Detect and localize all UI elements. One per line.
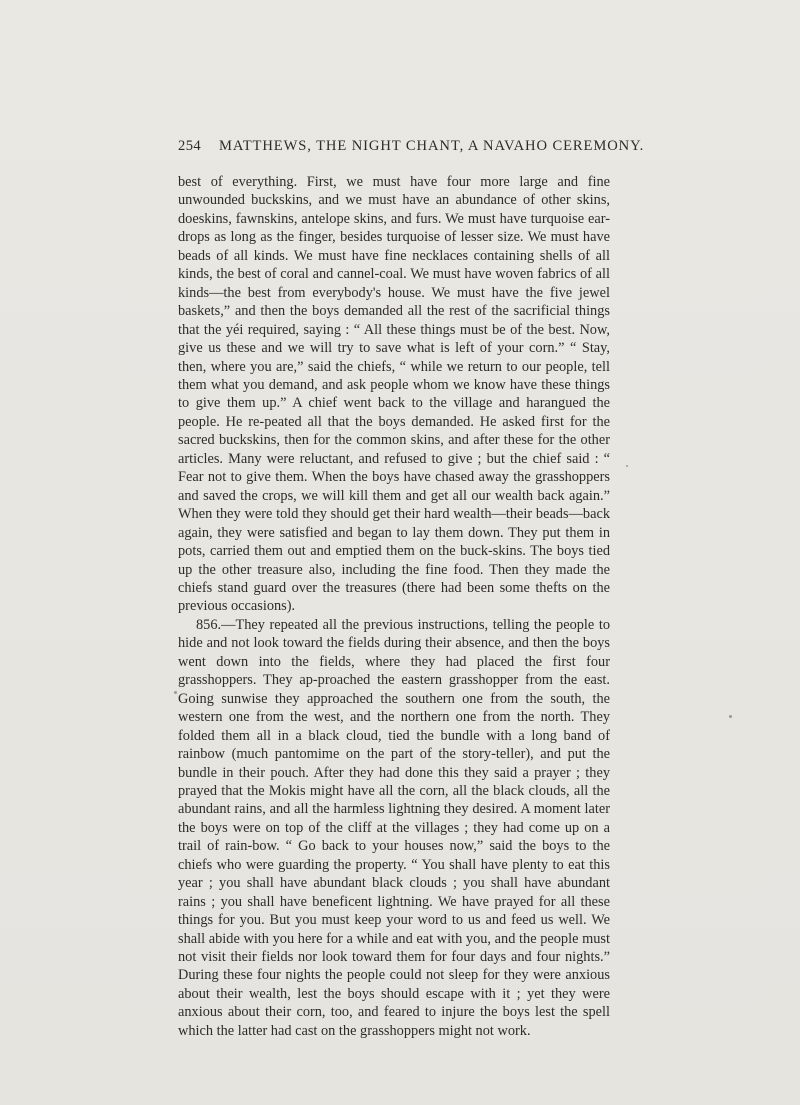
paragraph-856: 856.—They repeated all the previous instructions, telling the people to hide and not look toward the fields during their absence, and then the boys went down into the fields, where they had placed the first four grasshoppers. They ap-proached the eastern grasshopper from the east. Going sunwise they approached the southern one from the south, the western one from the west, and the northern one from the north. They folded them all in a black cloud, tied the bundle with a long band of rainbow (much pantomime on the part of the story-teller), and put the bundle in their pouch. After they had done this they said a prayer ; they prayed that the Mokis might have all the corn, all the black clouds, all the abundant rains, and all the harmless lightning they desired. A moment later the boys were on top of the cliff at the villages ; they had come up on a trail of rain-bow. “ Go back to your houses now,” said the boys to the chiefs who were guarding the property. “ You shall have plenty to eat this year ; you shall have abundant black clouds ; you shall have abundant rains ; you shall have beneficent lightning. We have prayed for all these things for you. But you must keep your word to us and feed us well. We shall abide with you here for a while and eat with you, and the people must not visit their fields nor look toward them for four days and four nights.” During these four nights the people could not sleep for they were anxious about their wealth, lest the boys should escape with it ; yet they were anxious about their corn, too, and feared to injure the boys lest the spell which the latter had cast on the grasshoppers might not work. xyxy=(178,616,610,1039)
paragraph-continued: best of everything. First, we must have four more large and fine unwounded buckskins, and we must have an abundance of other skins, doeskins, fawnskins, antelope skins, and furs. We must have turquoise ear-drops as long as the finger, besides turquoise of lesser size. We must have beads of all kinds. We must have fine necklaces containing shells of all kinds, the best of coral and cannel-coal. We must have woven fabrics of all kinds—the best from everybody's house. We must have the five jewel baskets,” and then the boys demanded all the rest of the sacrificial things that the yéi required, saying : “ All these things must be of the best. Now, give us these and we will try to save what is left of your corn.” “ Stay, then, where you are,” said the chiefs, “ while we return to our people, tell them what you demand, and ask people whom we know have these things to give them up.” A chief went back to the village and harangued the people. He re-peated all that the boys demanded. He asked first for the sacred buckskins, then for the common skins, and after these for the other articles. Many were reluctant, and refused to give ; but the chief said : “ Fear not to give them. When the boys have chased away the grasshoppers and saved the crops, we will kill them and get all our wealth back again.” When they were told they should get their hard wealth—their beads—back again, they were satisfied and began to lay them down. They put them in pots, carried them out and emptied them on the buck-skins. The boys tied up the other treasure also, including the fine food. Then they made the chiefs stand guard over the treasures (there had been some thefts on the previous occasions). xyxy=(178,174,610,615)
running-title: MATTHEWS, THE NIGHT CHANT, A NAVAHO CEREMONY. xyxy=(219,138,645,154)
page-number: 254 xyxy=(178,138,202,154)
paper-speck xyxy=(626,465,628,467)
running-header xyxy=(178,138,645,160)
paper-speck xyxy=(729,715,732,718)
body-text xyxy=(178,173,610,1040)
paper-speck xyxy=(174,691,177,694)
